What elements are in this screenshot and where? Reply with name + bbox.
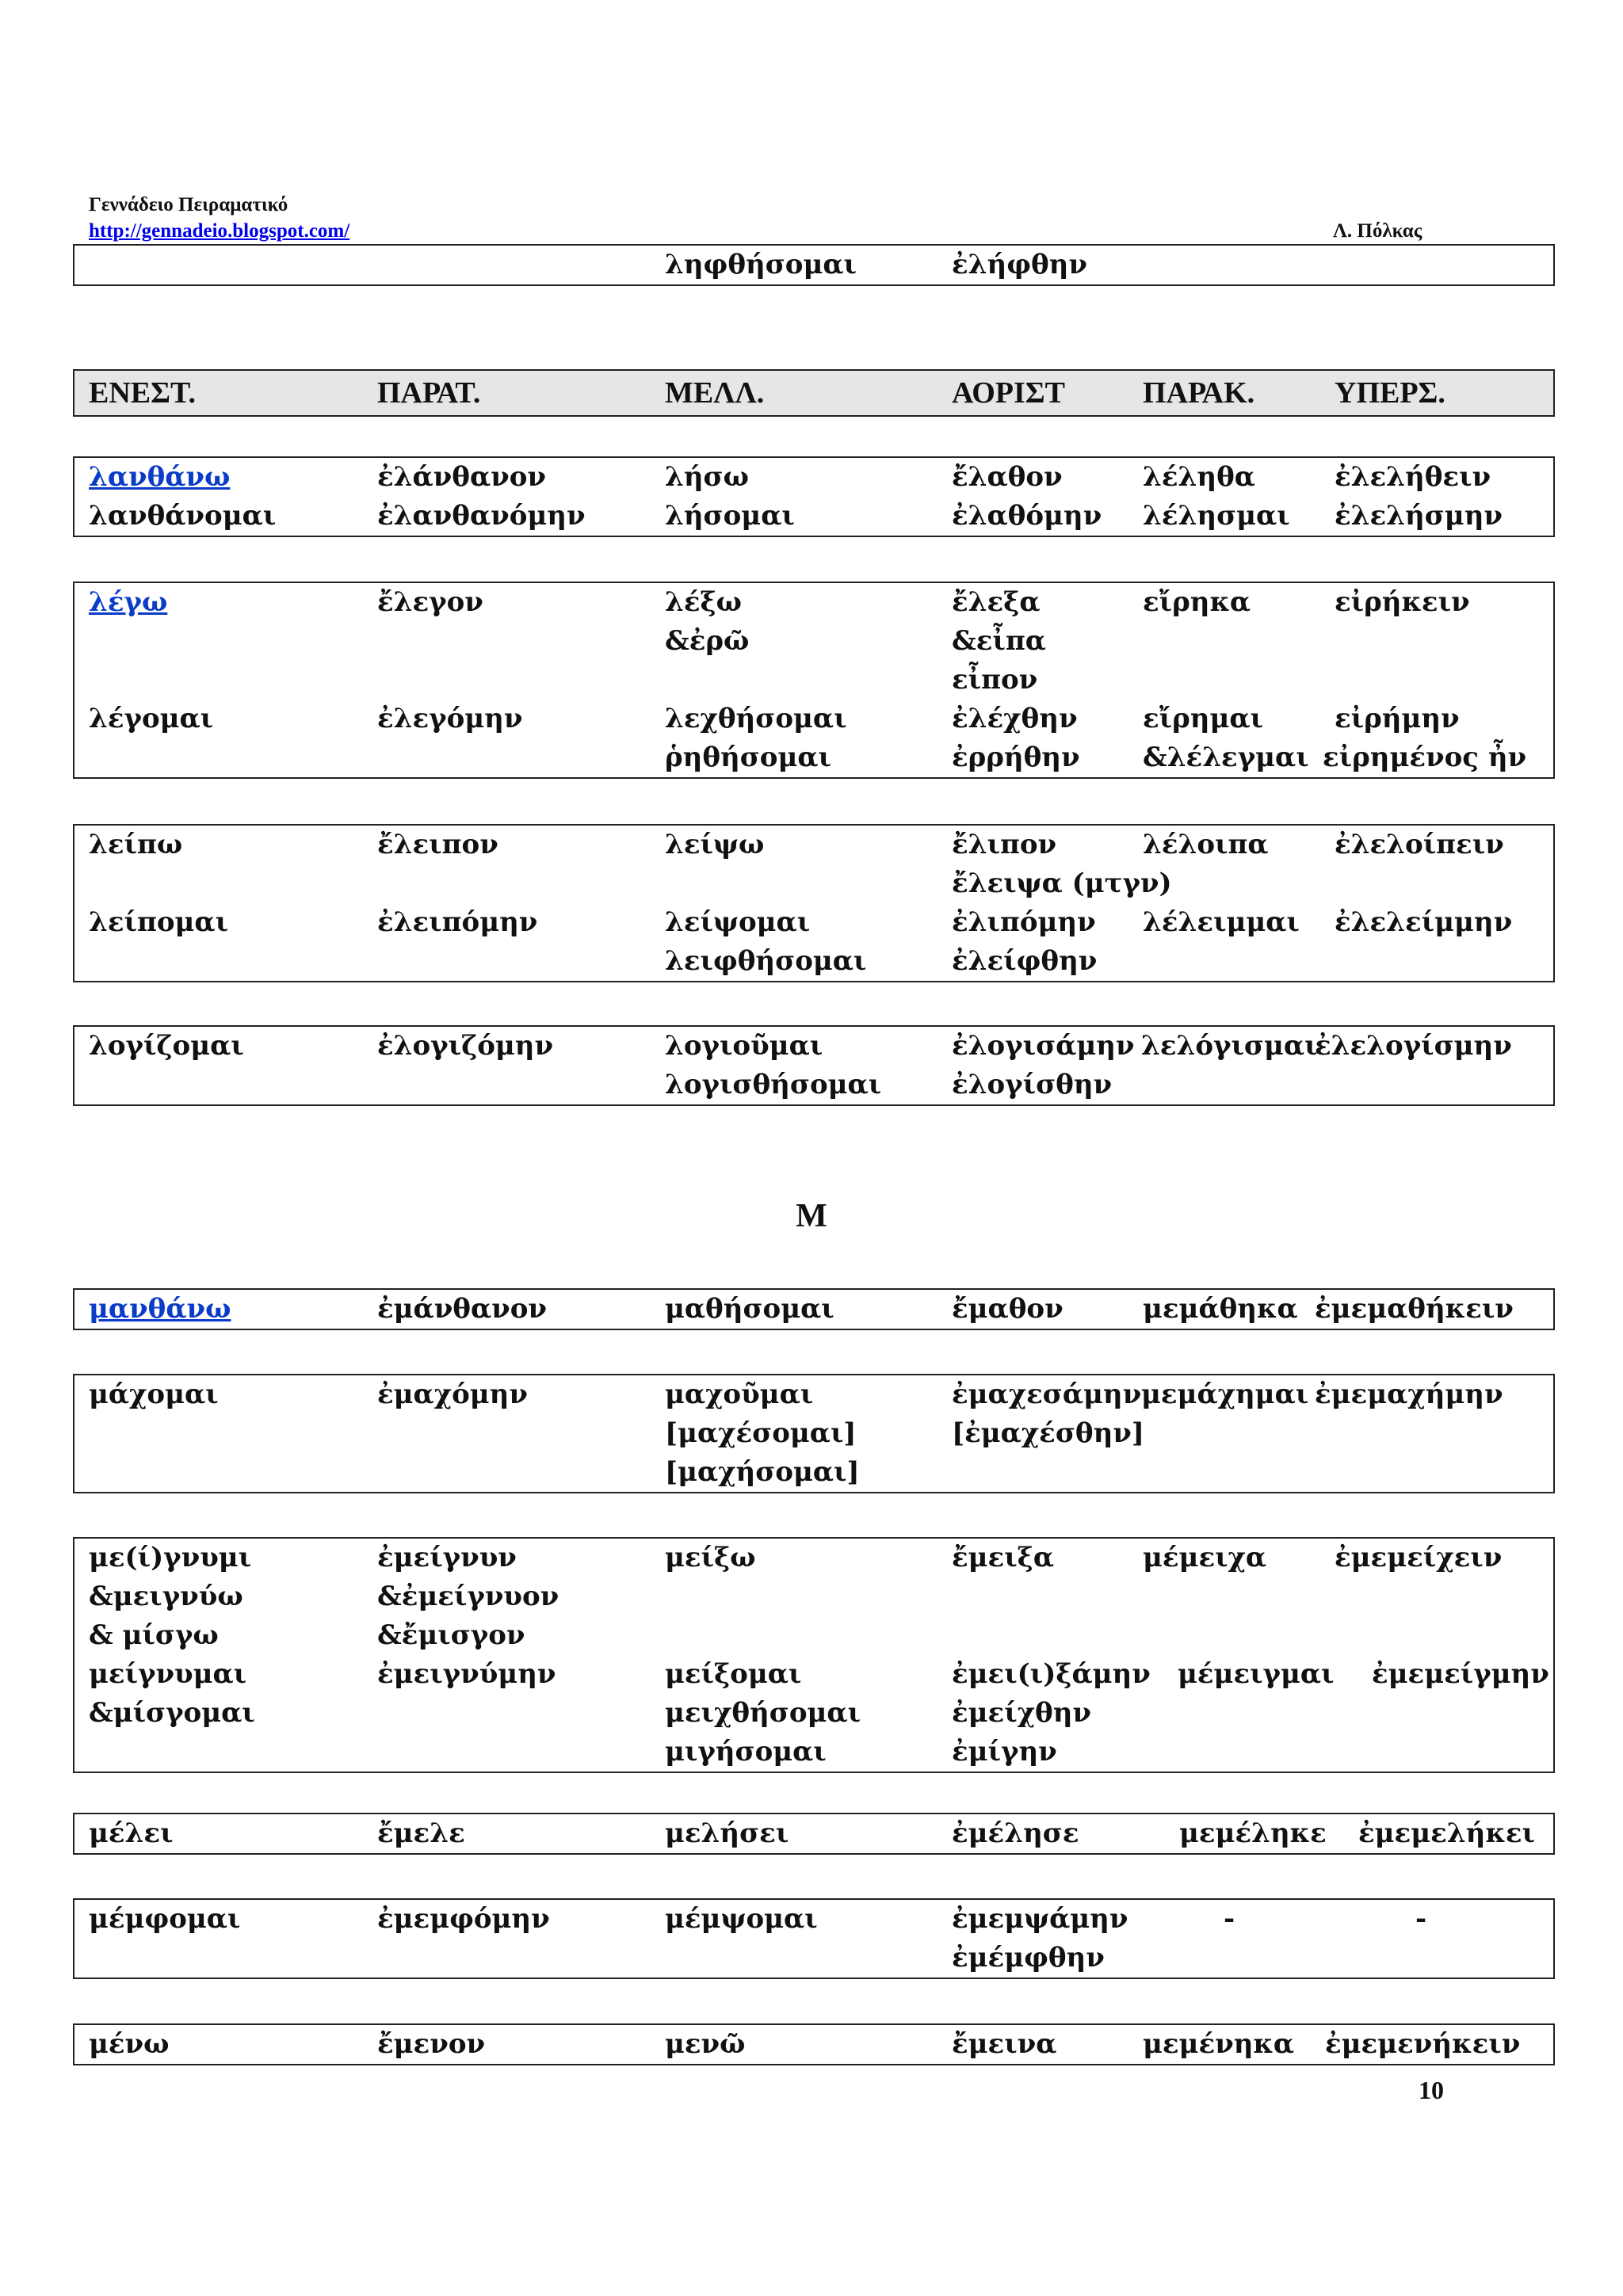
table-row: [74, 583, 1553, 622]
cell-future: λειφθήσομαι: [665, 945, 867, 977]
cell-perfect: εἴρημαι: [1143, 703, 1263, 734]
cell-imperfect: ἐλειπόμην: [377, 906, 538, 938]
cell-aorist: [ἐμαχέσθην]: [952, 1417, 1144, 1449]
header-link[interactable]: http://gennadeio.blogspot.com/: [89, 220, 350, 242]
cell-aorist: ἐλιπόμην: [952, 906, 1096, 938]
cell-aorist: ἐμίγην: [952, 1736, 1057, 1768]
cell-imperfect: ἐμείγνυν: [377, 1542, 517, 1573]
cell-aorist: ἐλήφθην: [952, 249, 1087, 280]
table-row: [74, 826, 1553, 864]
cell-pluperfect: ἐμεμαθήκειν: [1315, 1293, 1514, 1325]
table-row: [74, 864, 1553, 903]
cell-pluperfect: εἰρημένος ἦν: [1323, 742, 1527, 773]
cell-aorist: ἐμεμψάμην: [952, 1903, 1128, 1935]
cell-imperfect: &ἐμείγνυον: [377, 1581, 559, 1612]
table-row: [74, 1900, 1553, 1939]
cell-present: &μειγνύω: [89, 1581, 243, 1612]
column-header-present: ΕΝΕΣΤ.: [89, 376, 197, 410]
entry-box-meignymi: [73, 1537, 1555, 1773]
cell-future: λογισθήσομαι: [665, 1069, 882, 1100]
cell-imperfect: &ἔμισγον: [377, 1619, 525, 1651]
cell-aorist: ἐμει(ι)ξάμην: [952, 1658, 1151, 1690]
entry-box-memphomai: [73, 1898, 1555, 1979]
cell-future: μειχθήσομαι: [665, 1697, 861, 1729]
cell-pluperfect: -: [1415, 1903, 1427, 1935]
entry-box-meno: [73, 2023, 1555, 2065]
table-row: [74, 1814, 1553, 1853]
cell-future: μιγήσομαι: [665, 1736, 827, 1768]
cell-imperfect: ἐμάνθανον: [377, 1293, 548, 1325]
entry-box-cont: [73, 244, 1555, 286]
cell-pluperfect: ἐμεμενήκειν: [1325, 2028, 1521, 2060]
cell-present: &μίσγομαι: [89, 1697, 255, 1729]
cell-future: λήσομαι: [665, 500, 795, 532]
cell-future: ληφθήσομαι: [665, 249, 857, 280]
cell-present: λείπω: [89, 829, 183, 860]
cell-future: μέμψομαι: [665, 1903, 818, 1935]
cell-present: μέμφομαι: [89, 1903, 241, 1935]
cell-perfect: μέμειγμαι: [1178, 1658, 1335, 1690]
table-row: [74, 1577, 1553, 1616]
entry-box-leipo: [73, 824, 1555, 982]
column-header-row: [74, 371, 1553, 415]
cell-aorist: ἐμείχθην: [952, 1697, 1092, 1729]
cell-aorist: ἐλείφθην: [952, 945, 1098, 977]
table-row: [74, 1027, 1553, 1066]
column-header-aorist: ΑΟΡΙΣΤ: [952, 376, 1065, 410]
cell-aorist: ἐλογισάμην: [952, 1030, 1135, 1062]
cell-future: ῥηθήσομαι: [665, 742, 831, 773]
cell-future: μελήσει: [665, 1817, 789, 1849]
cell-future: λέξω: [665, 586, 743, 618]
cell-perfect: μεμάθηκα: [1143, 1293, 1298, 1325]
cell-imperfect: ἔλειπον: [377, 829, 498, 860]
cell-imperfect: ἐλεγόμην: [377, 703, 523, 734]
cell-perfect: λελόγισμαι: [1141, 1030, 1318, 1062]
cell-imperfect: ἐλάνθανον: [377, 461, 546, 493]
table-row: [74, 1939, 1553, 1978]
verb-link-lanthano[interactable]: λανθάνω: [89, 461, 231, 493]
cell-pluperfect: εἰρήμην: [1335, 703, 1460, 734]
cell-aorist: ἔμεινα: [952, 2028, 1057, 2060]
table-row: [74, 458, 1553, 497]
table-row: [74, 942, 1553, 981]
cell-future: λείψομαι: [665, 906, 811, 938]
entry-box-machomai: [73, 1374, 1555, 1493]
cell-present: με(ί)γνυμι: [89, 1542, 252, 1573]
table-row: [74, 1375, 1553, 1414]
cell-pluperfect: ἐλελείμμην: [1335, 906, 1513, 938]
column-header-future: ΜΕΛΛ.: [665, 376, 765, 410]
table-row: [74, 1290, 1553, 1329]
cell-pluperfect: ἐλελήθειν: [1335, 461, 1491, 493]
table-row: [74, 246, 1553, 284]
table-row: [74, 1066, 1553, 1104]
cell-imperfect: ἐμαχόμην: [377, 1379, 528, 1410]
table-row: [74, 661, 1553, 700]
cell-present: μείγνυμαι: [89, 1658, 247, 1690]
table-row: [74, 622, 1553, 661]
entry-box-melei: [73, 1813, 1555, 1855]
entry-box-logizomai: [73, 1025, 1555, 1106]
cell-future: μενῶ: [665, 2028, 746, 2060]
table-row: [74, 1453, 1553, 1492]
cell-perfect: μεμέληκε: [1179, 1817, 1327, 1849]
cell-aorist: ἔμειξα: [952, 1542, 1054, 1573]
cell-perfect: μεμένηκα: [1143, 2028, 1295, 2060]
page-number: 10: [1419, 2076, 1444, 2104]
cell-perfect: λέληθα: [1143, 461, 1255, 493]
cell-present: μένω: [89, 2028, 170, 2060]
table-row: [74, 1733, 1553, 1772]
cell-future: λείψω: [665, 829, 765, 860]
column-header-pluperfect: ΥΠΕΡΣ.: [1335, 376, 1445, 410]
cell-perfect: -: [1224, 1903, 1235, 1935]
cell-imperfect: ἐλανθανόμην: [377, 500, 586, 532]
cell-aorist: ἐλέχθην: [952, 703, 1078, 734]
cell-future: μείξομαι: [665, 1658, 802, 1690]
cell-future: &ἐρῶ: [665, 625, 750, 657]
cell-future: λογιοῦμαι: [665, 1030, 823, 1062]
cell-aorist: εἶπον: [952, 664, 1038, 696]
column-header-perfect: ΠΑΡΑΚ.: [1143, 376, 1255, 410]
cell-perfect: εἴρηκα: [1143, 586, 1251, 618]
cell-pluperfect: εἰρήκειν: [1335, 586, 1470, 618]
cell-perfect: λέλοιπα: [1143, 829, 1269, 860]
verb-link-lego[interactable]: λέγω: [89, 586, 168, 618]
cell-pluperfect: ἐμεμελήκει: [1358, 1817, 1535, 1849]
cell-imperfect: ἐλογιζόμην: [377, 1030, 554, 1062]
cell-imperfect: ἔμελε: [377, 1817, 465, 1849]
cell-aorist: ἔλιπον: [952, 829, 1057, 860]
cell-imperfect: ἐμειγνύμην: [377, 1658, 556, 1690]
section-letter: Μ: [796, 1198, 827, 1234]
cell-perfect: μέμειχα: [1143, 1542, 1267, 1573]
cell-imperfect: ἔμενον: [377, 2028, 486, 2060]
entry-box-lego: [73, 582, 1555, 779]
table-row: [74, 1655, 1553, 1694]
cell-perfect: &λέλεγμαι: [1143, 742, 1309, 773]
cell-present: μέλει: [89, 1817, 174, 1849]
cell-aorist: ἐρρήθην: [952, 742, 1080, 773]
cell-perfect: λέλησμαι: [1143, 500, 1290, 532]
cell-present: λέγομαι: [89, 703, 214, 734]
cell-pluperfect: ἐλελήσμην: [1335, 500, 1503, 532]
cell-imperfect: ἔλεγον: [377, 586, 483, 618]
table-row: [74, 1414, 1553, 1453]
cell-aorist: ἐλογίσθην: [952, 1069, 1113, 1100]
table-row: [74, 1539, 1553, 1577]
cell-present: μάχομαι: [89, 1379, 219, 1410]
table-row: [74, 497, 1553, 536]
cell-aorist: ἔλειψα (μτγν): [952, 868, 1172, 899]
cell-present: & μίσγω: [89, 1619, 219, 1651]
table-row: [74, 700, 1553, 738]
cell-perfect: μεμάχημαι: [1141, 1379, 1309, 1410]
cell-future: λήσω: [665, 461, 750, 493]
header-school: Γεννάδειο Πειραματικό: [89, 194, 288, 215]
cell-aorist: ἐλαθόμην: [952, 500, 1102, 532]
cell-future: λεχθήσομαι: [665, 703, 847, 734]
table-row: [74, 2025, 1553, 2064]
cell-future: [μαχέσομαι]: [665, 1417, 857, 1449]
cell-pluperfect: ἐμεμαχήμην: [1315, 1379, 1503, 1410]
table-row: [74, 903, 1553, 942]
cell-pluperfect: ἐμεμείχειν: [1335, 1542, 1503, 1573]
cell-present: λανθάνομαι: [89, 500, 277, 532]
table-row: [74, 1616, 1553, 1655]
cell-aorist: ἐμέλησε: [952, 1817, 1079, 1849]
cell-future: μαθήσομαι: [665, 1293, 834, 1325]
header-author: Λ. Πόλκας: [1333, 220, 1423, 242]
column-header-box: [73, 369, 1555, 417]
cell-aorist: ἔλαθον: [952, 461, 1063, 493]
cell-future: μείξω: [665, 1542, 756, 1573]
cell-aorist: ἐμαχεσάμην: [952, 1379, 1142, 1410]
cell-future: [μαχήσομαι]: [665, 1456, 860, 1488]
cell-pluperfect: ἐλελογίσμην: [1315, 1030, 1512, 1062]
entry-box-lanthano: [73, 456, 1555, 537]
cell-present: λογίζομαι: [89, 1030, 244, 1062]
cell-present: λείπομαι: [89, 906, 229, 938]
cell-aorist: ἔλεξα: [952, 586, 1041, 618]
cell-aorist: &εἶπα: [952, 625, 1046, 657]
entry-box-manthano: [73, 1288, 1555, 1330]
cell-aorist: ἔμαθον: [952, 1293, 1064, 1325]
cell-future: μαχοῦμαι: [665, 1379, 814, 1410]
cell-perfect: λέλειμμαι: [1143, 906, 1300, 938]
cell-imperfect: ἐμεμφόμην: [377, 1903, 550, 1935]
verb-link-manthano[interactable]: μανθάνω: [89, 1293, 231, 1325]
cell-aorist: ἐμέμφθην: [952, 1942, 1105, 1974]
cell-pluperfect: ἐμεμείγμην: [1372, 1658, 1549, 1690]
cell-pluperfect: ἐλελοίπειν: [1335, 829, 1504, 860]
table-row: [74, 1694, 1553, 1733]
table-row: [74, 738, 1553, 777]
column-header-imperfect: ΠΑΡΑΤ.: [377, 376, 481, 410]
